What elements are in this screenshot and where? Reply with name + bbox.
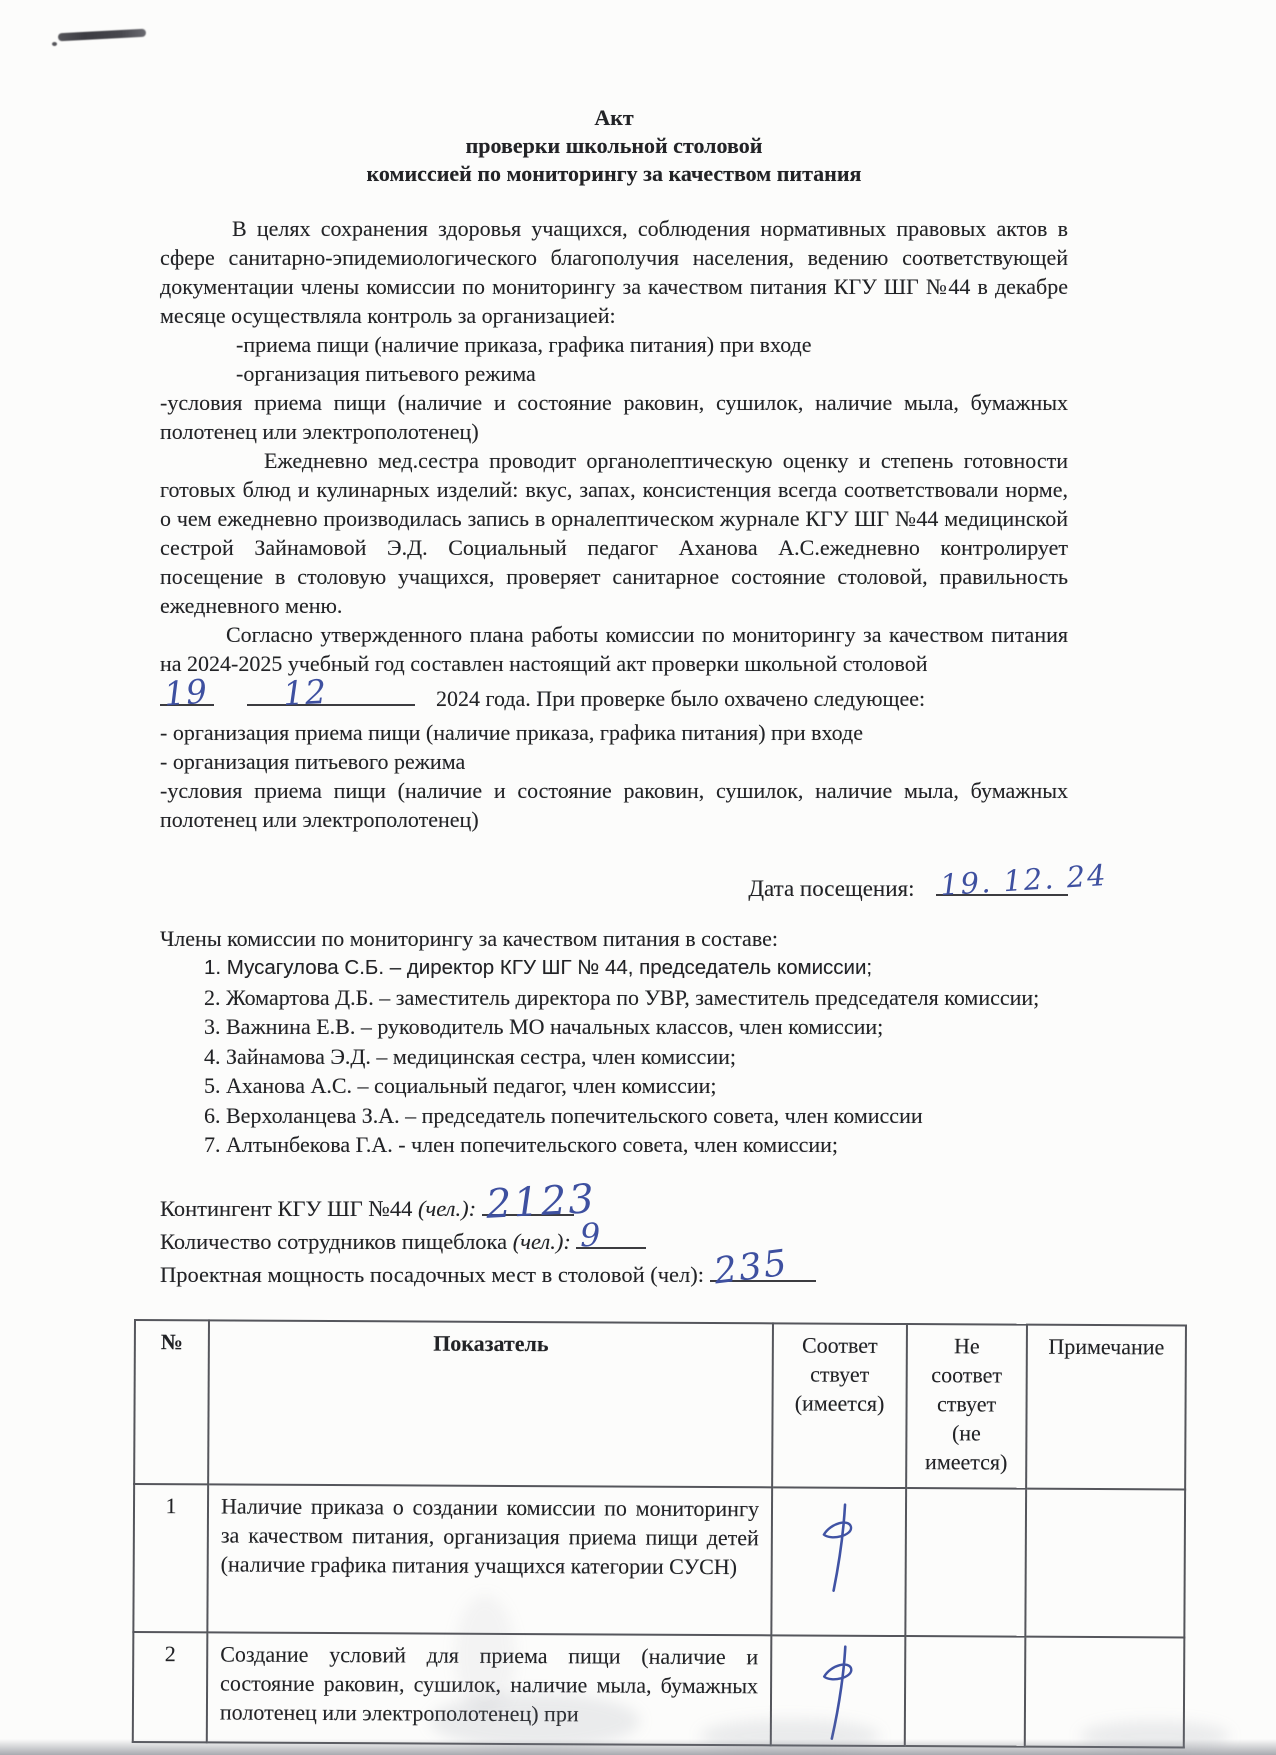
scan-bottom-edge: [0, 1739, 1276, 1755]
date-fill-line: [160, 671, 1068, 718]
committee-member-2: 2. Жомартова Д.Б. – заместитель директора по УВР, заместитель председателя комиссии;: [204, 984, 1040, 1010]
coverage-item-3: -условия приема пищи (наличие и состояние раковин, сушилок, наличие мыла, бумажных полотенец или электрополотенец): [160, 778, 1068, 832]
stat-label: Количество сотрудников пищеблока: [160, 1228, 508, 1254]
intro-paragraph: В целях сохранения здоровья учащихся, соблюдения нормативных правовых актов в сфере санитарно-эпидемиологического благополучия населения, ведению соответствующей документации члены комиссии по мониторингу за качеством питания КГУ ШГ №44 в декабре месяце осуществляла контроль за организацией:: [160, 216, 1068, 328]
stat-line-contingent: [160, 1175, 1068, 1228]
handwritten-day: 19: [162, 671, 210, 714]
row-matches-cell: [771, 1487, 906, 1636]
control-list-item-1: -приема пищи (наличие приказа, графика питания) при входе: [236, 332, 812, 357]
year-text: 2024 года. При проверке было охвачено следующее:: [436, 686, 926, 711]
header-not-matches: Не соответ ствует (не имеется): [906, 1324, 1027, 1489]
stat-unit: (чел.):: [418, 1195, 477, 1221]
handwritten-staff-count: 9: [579, 1215, 603, 1254]
stat-unit: (чел.):: [512, 1228, 571, 1254]
stat-line-staff: [160, 1215, 1068, 1260]
table-row: [133, 1484, 1185, 1638]
row-not-matches-cell: [905, 1488, 1026, 1637]
coverage-item-2: - организация питьевого режима: [160, 749, 466, 774]
plus-mark-icon: [819, 1498, 860, 1598]
seats-blank: [710, 1242, 816, 1292]
committee-member-5: 5. Аханова А.С. – социальный педагог, член комиссии;: [204, 1073, 717, 1098]
header-indicator: Показатель: [208, 1320, 773, 1487]
stat-unit: (чел):: [650, 1261, 705, 1287]
committee-members-list: [204, 953, 1068, 1160]
committee-member-4: 4. Зайнамова Э.Д. – медицинская сестра, член комиссии;: [204, 1043, 736, 1069]
row-indicator-cell: Создание условий для приема пищи (наличие и состояние раковин, сушилок, наличие мыла, бумажных полотенец или электрополотенец) при: [207, 1632, 772, 1745]
row-not-matches-cell: [905, 1636, 1026, 1747]
visit-date-blank: [936, 857, 1109, 903]
control-list-item-3: -условия приема пищи (наличие и состояние раковин, сушилок, наличие мыла, бумажных полотенец или электрополотенец): [160, 390, 1068, 444]
coverage-item-1: - организация приема пищи (наличие приказа, графика питания) при входе: [160, 720, 863, 745]
committee-heading: Члены комиссии по мониторингу за качеством питания в составе:: [160, 926, 778, 951]
committee-member-3: 3. Важнина Е.В. – руководитель МО начальных классов, член комиссии;: [204, 1014, 884, 1039]
header-number: №: [134, 1320, 209, 1484]
stat-label: Контингент КГУ ШГ №44: [160, 1195, 413, 1221]
committee-member-1: 1. Мусагулова С.Б. – директор КГУ ШГ № 44, председатель комиссии;: [204, 956, 873, 979]
contingent-blank: [482, 1175, 597, 1228]
row-note-cell: [1025, 1488, 1185, 1637]
header-note: Примечание: [1026, 1324, 1186, 1489]
handwritten-seats: 235: [711, 1242, 791, 1292]
table-row: [133, 1632, 1185, 1748]
pen-streak-dot-artifact: [52, 42, 57, 46]
daily-check-paragraph: Ежедневно мед.сестра проводит органолептическую оценку и степень готовности готовых блюд и кулинарных изделий: вкус, запах, консистенция всегда соответствовали норме, о чем ежедневно производилась запись в орналептическом журнале КГУ ШГ №44 медицинской сестрой Зайнамовой Э.Д. Социальный педагог Аханова А.С.ежедневно контролирует посещение в столовую учащихся, проверяет санитарное состояние столовой, правильность ежедневного меню.: [160, 448, 1068, 618]
title-line-2: проверки школьной столовой: [465, 133, 763, 158]
visit-date-label: Дата посещения:: [748, 876, 915, 901]
handwritten-month: 12: [282, 671, 328, 714]
row-number-cell: 1: [133, 1484, 208, 1632]
month-blank: [247, 671, 415, 714]
stat-line-seats: [160, 1242, 1068, 1293]
stat-label: Проектная мощность посадочных мест в столовой: [160, 1261, 645, 1287]
staff-blank: [576, 1215, 646, 1254]
day-blank: [160, 671, 214, 714]
row-number-cell: 2: [133, 1632, 208, 1742]
plan-paragraph: Согласно утвержденного плана работы комиссии по мониторингу за качеством питания на 2024-2025 учебный год составлен настоящий акт проверки школьной столовой: [160, 622, 1068, 676]
document-title: [160, 104, 1068, 188]
header-matches: Соответ ствует (имеется): [772, 1323, 907, 1488]
committee-member-7: 7. Алтынбекова Г.А. - член попечительского совета, член комиссии;: [204, 1132, 839, 1157]
row-indicator-cell: Наличие приказа о создании комиссии по мониторингу за качеством питания, организация приема пищи детей (наличие графика питания учащихся категории СУСН): [207, 1484, 772, 1635]
inspection-table: [132, 1319, 1187, 1749]
stats-block: [160, 1175, 1068, 1293]
inspection-table-wrap: [132, 1319, 1185, 1748]
title-line-1: Акт: [594, 105, 634, 130]
visit-date-line: [160, 857, 1109, 916]
control-list-item-2: -организация питьевого режима: [236, 361, 536, 386]
handwritten-visit-date: 19. 12. 24: [939, 857, 1109, 903]
title-line-3: комиссией по мониторингу за качеством питания: [366, 161, 862, 186]
handwritten-contingent: 2123: [484, 1175, 597, 1228]
committee-member-6: 6. Верхоланцева З.А. – председатель попечительского совета, член комиссии: [204, 1102, 923, 1128]
table-header-row: [134, 1320, 1186, 1490]
